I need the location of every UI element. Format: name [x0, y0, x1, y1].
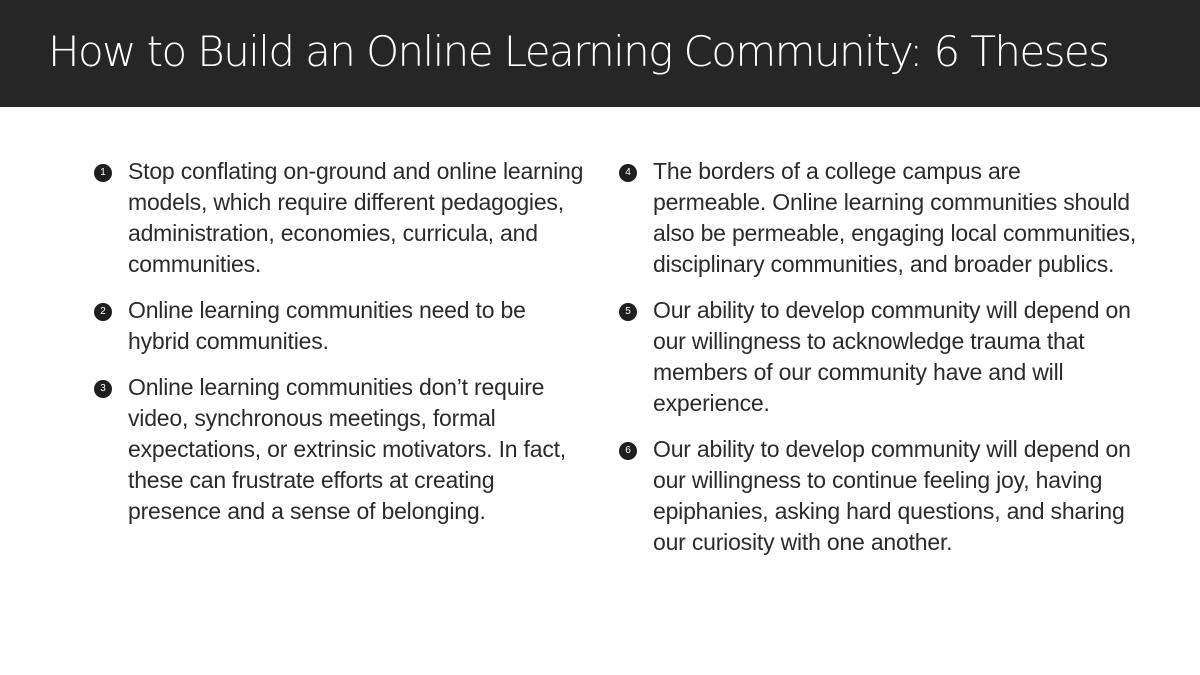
thesis-item-4 — [619, 156, 1139, 280]
thesis-item-6 — [619, 434, 1139, 558]
number-badge-5: 5 — [619, 303, 637, 321]
number-badge-2: 2 — [94, 303, 112, 321]
thesis-text-4: The borders of a college campus are permeable. Online learning communities should also be permeable, engaging local communities, disciplinary communities, and broader publics. — [653, 158, 1137, 277]
number-badge-3: 3 — [94, 380, 112, 398]
thesis-item-5 — [619, 295, 1139, 419]
theses-right-column — [619, 156, 1139, 573]
thesis-text-6: Our ability to develop community will depend on our willingness to continue feeling joy, having epiphanies, asking hard questions, and sharing our curiosity with one another. — [653, 436, 1131, 555]
thesis-item-2 — [94, 295, 584, 357]
number-badge-6: 6 — [619, 442, 637, 460]
thesis-item-3 — [94, 372, 584, 527]
number-badge-4: 4 — [619, 164, 637, 182]
theses-left-column — [94, 156, 584, 542]
number-badge-1: 1 — [94, 164, 112, 182]
thesis-text-2: Online learning communities need to be hybrid communities. — [128, 297, 526, 354]
header-bar — [0, 0, 1200, 107]
thesis-item-1 — [94, 156, 584, 280]
slide-title: How to Build an Online Learning Community: 6 Theses — [48, 27, 1109, 76]
thesis-text-1: Stop conflating on-ground and online learning models, which require different pedagogies, administration, economies, curricula, and communities. — [128, 158, 584, 277]
thesis-text-5: Our ability to develop community will depend on our willingness to acknowledge trauma that members of our community have and will experience. — [653, 297, 1131, 416]
thesis-text-3: Online learning communities don’t require video, synchronous meetings, formal expectations, or extrinsic motivators. In fact, these can frustrate efforts at creating presence and a sense of belonging. — [128, 374, 566, 524]
